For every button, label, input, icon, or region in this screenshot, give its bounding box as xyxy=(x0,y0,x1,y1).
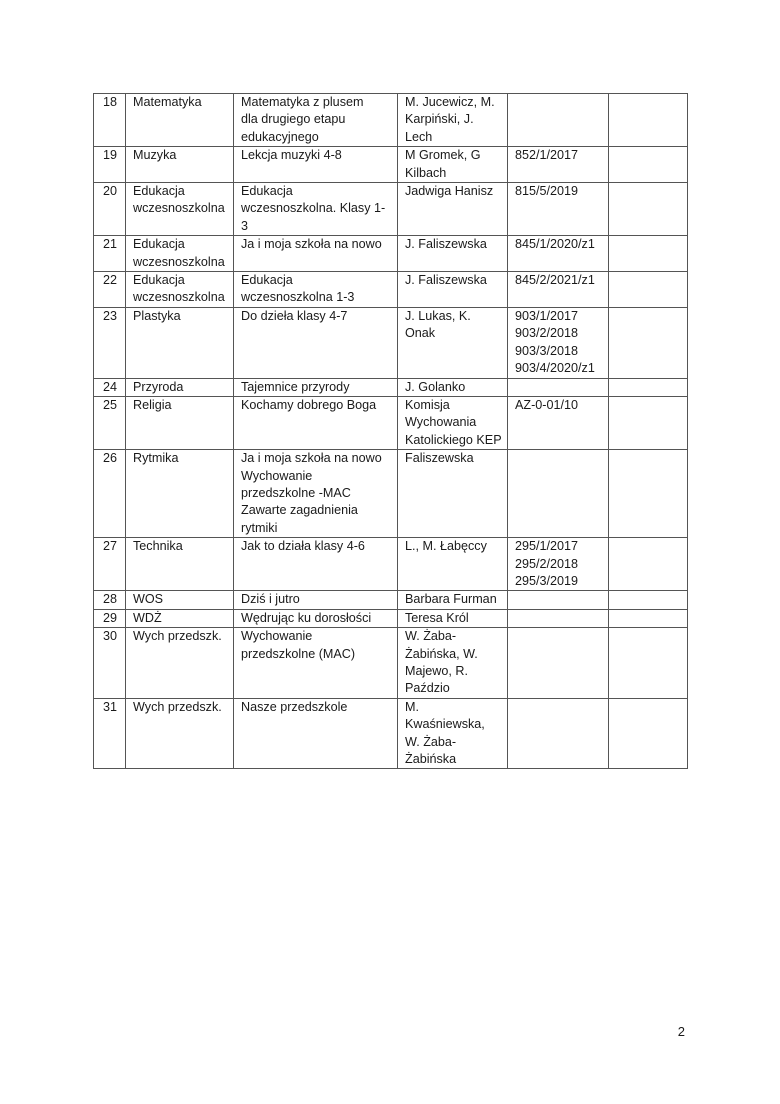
subject-cell: Muzyka xyxy=(126,147,234,183)
extra-cell xyxy=(609,183,688,236)
title-cell: Ja i moja szkoła na nowo Wychowanie przedszkolne -MAC Zawarte zagadnienia rytmiki xyxy=(234,450,398,538)
row-number: 25 xyxy=(94,396,126,449)
extra-cell xyxy=(609,396,688,449)
extra-cell xyxy=(609,272,688,308)
row-number: 26 xyxy=(94,450,126,538)
approval-number-cell xyxy=(508,94,609,147)
table-row xyxy=(94,396,688,449)
table-row xyxy=(94,378,688,396)
row-number: 22 xyxy=(94,272,126,308)
table-row xyxy=(94,698,688,769)
author-cell: J. Faliszewska xyxy=(398,236,508,272)
table-row xyxy=(94,272,688,308)
table-row xyxy=(94,183,688,236)
extra-cell xyxy=(609,609,688,627)
table-row xyxy=(94,609,688,627)
extra-cell xyxy=(609,538,688,591)
subject-cell: Edukacja wczesnoszkolna xyxy=(126,236,234,272)
table-row xyxy=(94,538,688,591)
approval-number-cell: 815/5/2019 xyxy=(508,183,609,236)
row-number: 19 xyxy=(94,147,126,183)
title-cell: Jak to działa klasy 4-6 xyxy=(234,538,398,591)
extra-cell xyxy=(609,698,688,769)
approval-number-cell: 903/1/2017 903/2/2018 903/3/2018 903/4/2020/z1 xyxy=(508,307,609,378)
title-cell: Kochamy dobrego Boga xyxy=(234,396,398,449)
row-number: 20 xyxy=(94,183,126,236)
approval-number-cell xyxy=(508,591,609,609)
author-cell: W. Żaba- Żabińska, W. Majewo, R. Paździo xyxy=(398,628,508,699)
table-row xyxy=(94,591,688,609)
author-cell: M. Kwaśniewska, W. Żaba- Żabińska xyxy=(398,698,508,769)
author-cell: J. Golanko xyxy=(398,378,508,396)
table-row xyxy=(94,307,688,378)
row-number: 30 xyxy=(94,628,126,699)
subject-cell: Religia xyxy=(126,396,234,449)
title-cell: Ja i moja szkoła na nowo xyxy=(234,236,398,272)
approval-number-cell: 295/1/2017 295/2/2018 295/3/2019 xyxy=(508,538,609,591)
extra-cell xyxy=(609,450,688,538)
subject-cell: Wych przedszk. xyxy=(126,628,234,699)
approval-number-cell: AZ-0-01/10 xyxy=(508,396,609,449)
author-cell: J. Lukas, K. Onak xyxy=(398,307,508,378)
author-cell: J. Faliszewska xyxy=(398,272,508,308)
table-row xyxy=(94,628,688,699)
extra-cell xyxy=(609,591,688,609)
extra-cell xyxy=(609,378,688,396)
title-cell: Wędrując ku dorosłości xyxy=(234,609,398,627)
approval-number-cell: 845/1/2020/z1 xyxy=(508,236,609,272)
subject-cell: Matematyka xyxy=(126,94,234,147)
extra-cell xyxy=(609,147,688,183)
row-number: 28 xyxy=(94,591,126,609)
title-cell: Edukacja wczesnoszkolna. Klasy 1- 3 xyxy=(234,183,398,236)
subject-cell: Edukacja wczesnoszkolna xyxy=(126,183,234,236)
table-row xyxy=(94,147,688,183)
author-cell: L., M. Łabęccy xyxy=(398,538,508,591)
approval-number-cell xyxy=(508,628,609,699)
subject-cell: Przyroda xyxy=(126,378,234,396)
table-row xyxy=(94,236,688,272)
row-number: 23 xyxy=(94,307,126,378)
approval-number-cell xyxy=(508,450,609,538)
author-cell: Barbara Furman xyxy=(398,591,508,609)
subject-cell: WOS xyxy=(126,591,234,609)
extra-cell xyxy=(609,94,688,147)
title-cell: Edukacja wczesnoszkolna 1-3 xyxy=(234,272,398,308)
subject-cell: WDŻ xyxy=(126,609,234,627)
table-body xyxy=(94,94,688,769)
approval-number-cell xyxy=(508,378,609,396)
author-cell: Jadwiga Hanisz xyxy=(398,183,508,236)
subject-cell: Plastyka xyxy=(126,307,234,378)
row-number: 21 xyxy=(94,236,126,272)
table-row xyxy=(94,450,688,538)
row-number: 31 xyxy=(94,698,126,769)
row-number: 18 xyxy=(94,94,126,147)
title-cell: Dziś i jutro xyxy=(234,591,398,609)
subject-cell: Technika xyxy=(126,538,234,591)
author-cell: M. Jucewicz, M. Karpiński, J. Lech xyxy=(398,94,508,147)
author-cell: Faliszewska xyxy=(398,450,508,538)
row-number: 24 xyxy=(94,378,126,396)
extra-cell xyxy=(609,628,688,699)
textbook-table xyxy=(93,93,688,769)
subject-cell: Edukacja wczesnoszkolna xyxy=(126,272,234,308)
table-row xyxy=(94,94,688,147)
approval-number-cell: 845/2/2021/z1 xyxy=(508,272,609,308)
author-cell: Teresa Król xyxy=(398,609,508,627)
subject-cell: Wych przedszk. xyxy=(126,698,234,769)
title-cell: Nasze przedszkole xyxy=(234,698,398,769)
row-number: 29 xyxy=(94,609,126,627)
title-cell: Tajemnice przyrody xyxy=(234,378,398,396)
page-number: 2 xyxy=(677,1024,685,1039)
title-cell: Do dzieła klasy 4-7 xyxy=(234,307,398,378)
row-number: 27 xyxy=(94,538,126,591)
subject-cell: Rytmika xyxy=(126,450,234,538)
author-cell: M Gromek, G Kilbach xyxy=(398,147,508,183)
extra-cell xyxy=(609,307,688,378)
author-cell: Komisja Wychowania Katolickiego KEP xyxy=(398,396,508,449)
title-cell: Matematyka z plusem dla drugiego etapu edukacyjnego xyxy=(234,94,398,147)
extra-cell xyxy=(609,236,688,272)
approval-number-cell: 852/1/2017 xyxy=(508,147,609,183)
title-cell: Lekcja muzyki 4-8 xyxy=(234,147,398,183)
approval-number-cell xyxy=(508,609,609,627)
title-cell: Wychowanie przedszkolne (MAC) xyxy=(234,628,398,699)
approval-number-cell xyxy=(508,698,609,769)
